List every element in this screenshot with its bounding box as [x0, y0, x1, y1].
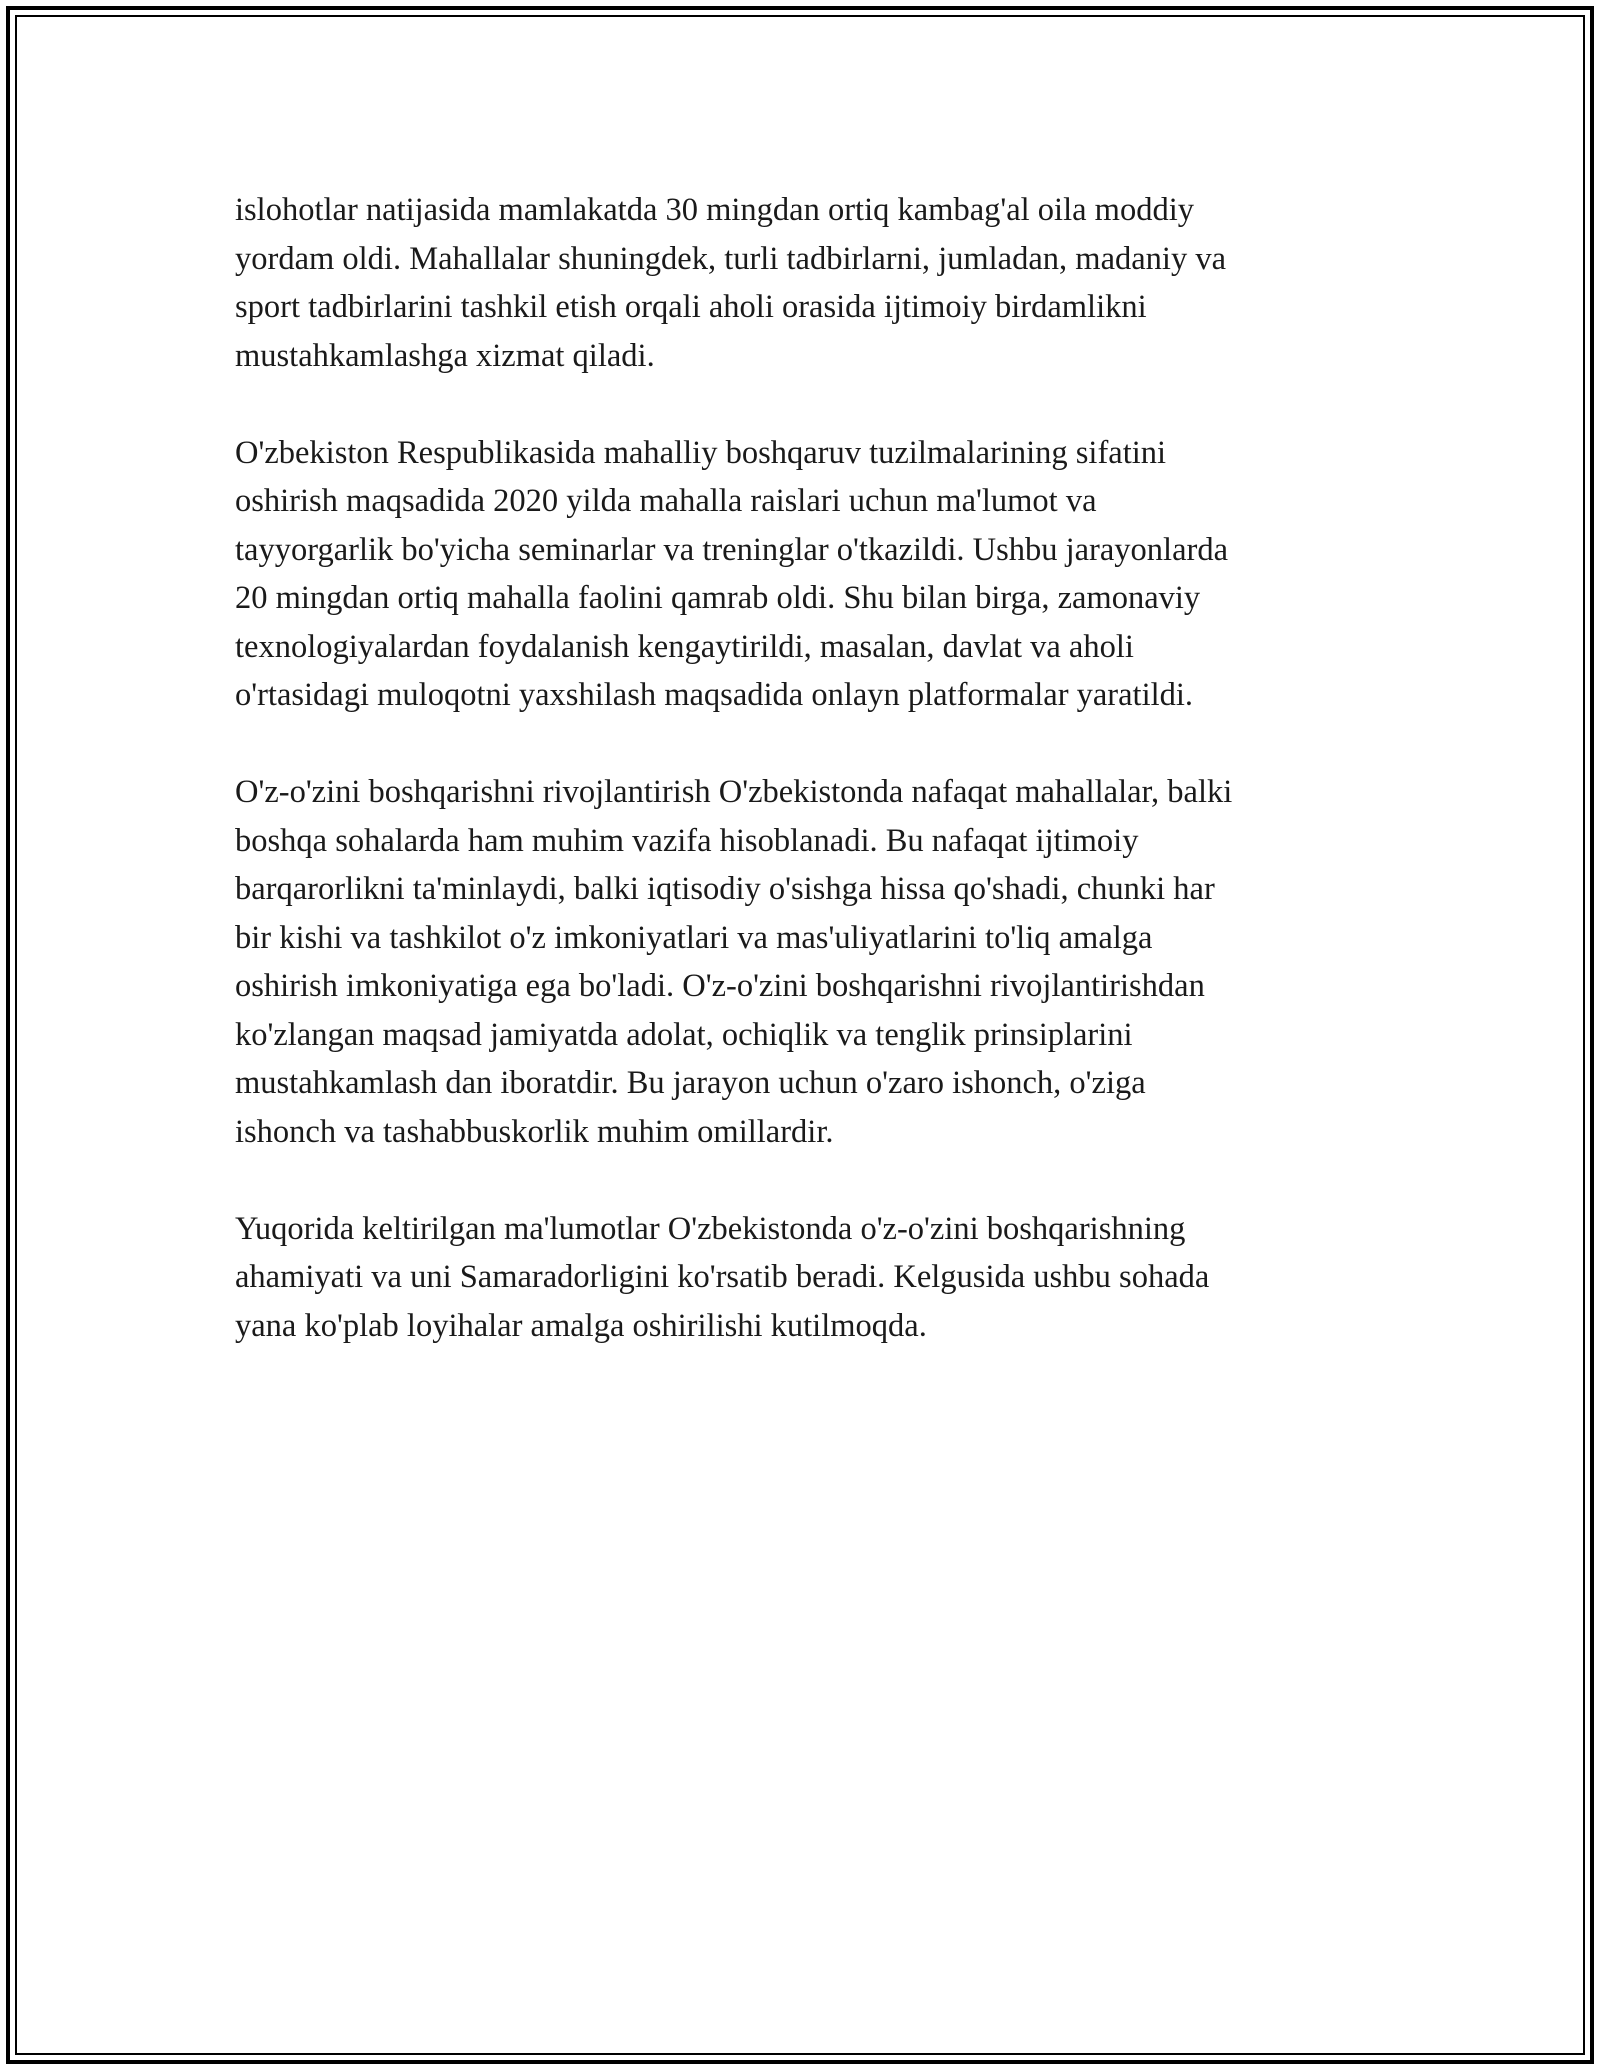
- paragraph: islohotlar natijasida mamlakatda 30 mingdan ortiq kambag'al oila moddiy yordam oldi. Mahallalar shuningdek, turli tadbirlarni, jumladan, madaniy va sport tadbirlarini tashkil etish orqali aholi orasida ijtimoiy birdamlikni mustahkamlashga xizmat qiladi.: [235, 192, 1226, 374]
- document-body: [235, 186, 1395, 1399]
- paragraph: O'zbekiston Respublikasida mahalliy boshqaruv tuzilmalarining sifatini oshirish maqsadida 2020 yilda mahalla raislari uchun ma'lumot va tayyorgarlik bo'yicha seminarlar va treninglar o'tkazildi. Ushbu jarayonlarda 20 mingdan ortiq mahalla faolini qamrab oldi. Shu bilan birga, zamonaviy texnologiyalardan foydalanish kengaytirildi, masalan, davlat va aholi o'rtasidagi muloqotni yaxshilash maqsadida onlayn platformalar yaratildi.: [235, 434, 1228, 713]
- paragraph: O'z-o'zini boshqarishni rivojlantirish O'zbekistonda nafaqat mahallalar, balki boshqa sohalarda ham muhim vazifa hisoblanadi. Bu nafaqat ijtimoiy barqarorlikni ta'minlaydi, balki iqtisodiy o'sishga hissa qo'shadi, chunki har bir kishi va tashkilot o'z imkoniyatlari va mas'uliyatlarini to'liq amalga oshirish imkoniyatiga ega bo'ladi. O'z-o'zini boshqarishni rivojlantirishdan ko'zlangan maqsad jamiyatda adolat, ochiqlik va tenglik prinsiplarini mustahkamlash dan iboratdir. Bu jarayon uchun o'zaro ishonch, o'ziga ishonch va tashabbuskorlik muhim omillardir.: [235, 774, 1233, 1150]
- paragraph: Yuqorida keltirilgan ma'lumotlar O'zbekistonda o'z-o'zini boshqarishning ahamiyati va uni Samaradorligini ko'rsatib beradi. Kelgusida ushbu sohada yana ko'plab loyihalar amalga oshirilishi kutilmoqda.: [235, 1210, 1210, 1344]
